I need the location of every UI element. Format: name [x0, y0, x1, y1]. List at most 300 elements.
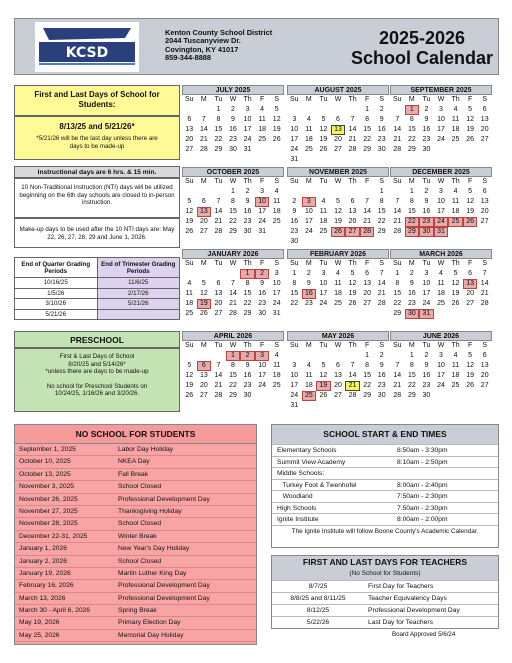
- day-cell: 2: [231, 106, 235, 113]
- weekday-label: F: [364, 178, 370, 185]
- day-cell: 23: [243, 382, 252, 389]
- day-cell: 7: [350, 116, 355, 123]
- month-name: FEBRUARY 2026: [287, 249, 389, 259]
- day-cell: 18: [304, 382, 313, 389]
- quarter-date: 1/5/26: [15, 288, 98, 299]
- weekday-label: W: [437, 260, 445, 267]
- school-time-row: [272, 456, 498, 468]
- day-cell: 11: [185, 290, 193, 297]
- day-cell: 12: [466, 362, 475, 369]
- day-cell: 24: [290, 146, 299, 153]
- day-cell: 23: [243, 218, 252, 225]
- day-cell: 18: [451, 372, 460, 379]
- day-cell: 1: [395, 270, 400, 277]
- school-name: High Schools: [277, 504, 317, 512]
- day-cell: 25: [272, 382, 281, 389]
- day-cell: 31: [290, 402, 299, 409]
- weekday-label: S: [379, 342, 385, 349]
- trimester-date: 11/6/25: [97, 278, 180, 289]
- no-school-row: [15, 494, 256, 506]
- day-cell: 30: [243, 228, 252, 235]
- day-cell: 20: [348, 218, 357, 225]
- day-cell: 16: [290, 218, 299, 225]
- day-cell: 20: [334, 136, 342, 143]
- day-cell: 17: [304, 218, 313, 225]
- day-cell: 3: [245, 106, 250, 113]
- start-end-heading: SCHOOL START & END TIMES: [272, 425, 498, 444]
- day-cell: 17: [290, 136, 299, 143]
- teacher-day-desc: Last Day for Teachers: [368, 619, 433, 626]
- day-cell: 20: [214, 300, 223, 307]
- calendar-title: School Calendar: [350, 48, 494, 68]
- day-cell: 26: [466, 136, 475, 143]
- day-cell: 15: [407, 208, 416, 215]
- day-cell: 19: [451, 290, 460, 297]
- day-cell: 24: [437, 382, 445, 389]
- month-name: DECEMBER 2025: [390, 167, 492, 177]
- day-cell: 16: [422, 372, 431, 379]
- day-cell: 10: [319, 280, 328, 287]
- empty-cell: [197, 351, 212, 361]
- day-cell: 21: [377, 290, 386, 297]
- day-cell: 17: [437, 126, 445, 133]
- no-school-reason: School Closed: [118, 520, 162, 528]
- no-school-row: [15, 481, 256, 493]
- day-cell: 22: [393, 300, 402, 307]
- day-cell: 24: [258, 382, 267, 389]
- first-last-box: [14, 116, 180, 160]
- day-cell: 15: [229, 208, 237, 215]
- day-cell: 4: [453, 188, 458, 195]
- day-cell: 29: [363, 392, 372, 399]
- empty-cell: [211, 351, 226, 361]
- no-school-heading: NO SCHOOL FOR STUDENTS: [15, 425, 256, 444]
- weekday-label: Su: [290, 342, 299, 349]
- month-calendar: [182, 85, 284, 167]
- weekday-label: W: [437, 342, 445, 349]
- weekday-label: F: [467, 342, 473, 349]
- weekday-label: Su: [185, 260, 194, 267]
- day-cell: 13: [480, 362, 489, 369]
- weekday-label: W: [437, 178, 445, 185]
- instructional-heading: Instructional days are 6 hrs. & 15 min.: [14, 166, 180, 178]
- day-cell: 18: [185, 300, 194, 307]
- day-cell: 19: [319, 136, 328, 143]
- day-cell: 12: [466, 116, 475, 123]
- day-cell: 8: [365, 116, 370, 123]
- day-cell: 30: [405, 309, 420, 319]
- weekday-label: W: [334, 96, 342, 103]
- day-cell: 2: [292, 198, 297, 205]
- weekday-label: Tu: [214, 96, 223, 103]
- day-cell: 23: [377, 136, 386, 143]
- day-cell: 14: [393, 372, 402, 379]
- weekday-label: Tu: [214, 178, 223, 185]
- day-cell: 15: [214, 126, 223, 133]
- teacher-day-row: [272, 580, 498, 592]
- preschool-line4: No school for Preschool Students on: [46, 382, 148, 390]
- weekday-label: F: [259, 260, 265, 267]
- no-school-row: [15, 556, 256, 568]
- first-last-heading: First and Last Days of School for Students:: [14, 85, 180, 116]
- day-cell: 22: [407, 136, 416, 143]
- day-cell: 15: [363, 372, 372, 379]
- day-cell: 5: [336, 198, 340, 205]
- month-calendar: [287, 167, 389, 249]
- makeup-note: Make-up days to be used after the 10 NTI days are: May 22, 26, 27, 28, 29 and June 1, 2026.: [14, 218, 180, 248]
- day-cell: 28: [360, 227, 375, 237]
- day-cell: 18: [451, 208, 460, 215]
- day-cell: 26: [331, 227, 346, 237]
- weekday-label: Su: [290, 178, 299, 185]
- day-cell: 13: [480, 198, 489, 205]
- day-cell: 24: [258, 218, 267, 225]
- weekday-label: S: [274, 342, 280, 349]
- day-cell: 31: [272, 310, 281, 317]
- weekday-label: W: [334, 260, 342, 267]
- day-cell: 29: [393, 310, 402, 317]
- day-cell: 6: [468, 270, 473, 277]
- weekday-label: Su: [185, 96, 194, 103]
- day-cell: 4: [321, 198, 326, 205]
- day-cell: 30: [377, 392, 386, 399]
- weekday-label: Th: [348, 178, 357, 185]
- day-cell: 9: [424, 116, 429, 123]
- phone: 859-344-8888: [165, 53, 212, 63]
- weekday-label: Su: [290, 260, 299, 267]
- day-cell: 20: [199, 382, 208, 389]
- empty-cell: [390, 105, 405, 115]
- day-cell: 6: [336, 362, 340, 369]
- day-cell: 11: [273, 198, 281, 205]
- day-cell: 22: [405, 217, 420, 227]
- day-cell: 15: [290, 290, 299, 297]
- day-cell: 22: [363, 136, 372, 143]
- day-cell: 2: [255, 269, 270, 279]
- day-cell: 17: [272, 290, 281, 297]
- no-school-date: October 10, 2025: [19, 458, 71, 466]
- day-cell: 10: [422, 280, 431, 287]
- day-cell: 14: [199, 126, 208, 133]
- empty-cell: [302, 187, 317, 197]
- quarter-date: 5/21/26: [15, 309, 98, 320]
- day-cell: 15: [377, 208, 386, 215]
- no-school-row: [15, 543, 256, 555]
- month-calendar: [287, 331, 389, 413]
- month-name: JUNE 2026: [390, 331, 492, 341]
- no-school-row: [15, 506, 256, 518]
- day-cell: 11: [305, 372, 313, 379]
- day-cell: 30: [290, 238, 299, 245]
- empty-cell: [197, 269, 212, 279]
- empty-cell: [302, 351, 317, 361]
- nti-note: 10 Non-Traditional Instruction (NTI) days will be utilized beginning on the 6th day schools are closed to in-person instruction.: [14, 178, 180, 218]
- day-cell: 9: [245, 198, 250, 205]
- weekday-label: F: [259, 342, 265, 349]
- day-cell: 8: [409, 362, 414, 369]
- school-hours: 8:50am - 3:30pm: [397, 447, 448, 454]
- day-cell: 22: [407, 382, 416, 389]
- day-cell: 11: [258, 116, 266, 123]
- day-cell: 13: [363, 280, 372, 287]
- weekday-label: Su: [393, 178, 402, 185]
- month-name: APRIL 2026: [182, 331, 284, 341]
- day-cell: 16: [258, 290, 267, 297]
- teachers-heading: FIRST AND LAST DAYS FOR TEACHERS: [272, 556, 498, 569]
- day-cell: 1: [365, 106, 370, 113]
- day-cell: 19: [197, 299, 212, 309]
- preschool-line3: *unless there are days to be made-up: [45, 368, 149, 375]
- teacher-day-desc: Professional Development Day: [368, 607, 460, 614]
- weekday-label: Tu: [214, 260, 223, 267]
- day-cell: 1: [409, 188, 414, 195]
- empty-cell: [390, 351, 405, 361]
- day-cell: 19: [316, 381, 331, 391]
- day-cell: 25: [334, 300, 342, 307]
- day-cell: 16: [302, 289, 317, 299]
- header-banner: [14, 18, 499, 75]
- preschool-line2: 8/20/25 and 5/14/26*: [68, 360, 126, 368]
- day-cell: 24: [437, 136, 445, 143]
- day-cell: 10: [272, 280, 281, 287]
- day-cell: 21: [480, 290, 489, 297]
- month-name: JULY 2025: [182, 85, 284, 95]
- day-cell: 29: [229, 392, 237, 399]
- day-cell: 11: [273, 362, 281, 369]
- day-cell: 21: [363, 218, 372, 225]
- empty-cell: [331, 351, 346, 361]
- weekday-label: Th: [243, 260, 252, 267]
- day-cell: 22: [290, 300, 299, 307]
- day-cell: 14: [480, 280, 489, 287]
- day-cell: 19: [334, 218, 342, 225]
- day-cell: 15: [243, 290, 252, 297]
- day-cell: 8: [379, 198, 384, 205]
- empty-cell: [197, 187, 212, 197]
- day-cell: 10: [290, 126, 299, 133]
- day-cell: 22: [377, 218, 386, 225]
- day-cell: 11: [451, 362, 460, 369]
- day-cell: 1: [216, 106, 221, 113]
- month-name: OCTOBER 2025: [182, 167, 284, 177]
- preschool-box: [14, 348, 180, 412]
- school-name: Woodland: [277, 493, 313, 500]
- day-cell: 10: [437, 116, 445, 123]
- day-cell: 18: [334, 290, 342, 297]
- day-cell: 12: [348, 280, 357, 287]
- day-cell: 26: [199, 310, 208, 317]
- day-cell: 25: [451, 382, 460, 389]
- weekday-label: Tu: [319, 96, 328, 103]
- no-school-box: [14, 424, 257, 645]
- month-calendar: [182, 249, 284, 331]
- day-cell: 16: [229, 126, 237, 133]
- empty-cell: [331, 187, 346, 197]
- day-cell: 21: [393, 382, 402, 389]
- day-cell: 22: [214, 136, 223, 143]
- empty-cell: [390, 187, 405, 197]
- no-school-reason: Professional Development Day: [118, 582, 210, 590]
- weekday-label: W: [229, 260, 237, 267]
- day-cell: 15: [407, 372, 416, 379]
- weekday-label: S: [379, 260, 385, 267]
- no-school-reason: School Closed: [118, 557, 162, 565]
- weekday-label: Tu: [319, 178, 328, 185]
- day-cell: 7: [482, 270, 487, 277]
- day-cell: 7: [379, 270, 384, 277]
- day-cell: 18: [319, 218, 328, 225]
- no-school-reason: Winter Break: [118, 532, 157, 540]
- month-name: SEPTEMBER 2025: [390, 85, 492, 95]
- day-cell: 1: [292, 270, 297, 277]
- day-cell: 13: [480, 116, 489, 123]
- day-cell: 14: [363, 208, 372, 215]
- ignite-note: The Ignite Institute will follow Boone County's Academic Calendar.: [272, 525, 498, 537]
- day-cell: 4: [187, 280, 192, 287]
- no-school-date: February 16, 2026: [19, 582, 74, 590]
- district-logo: [35, 22, 139, 72]
- day-cell: 6: [197, 361, 212, 371]
- weekday-label: M: [305, 178, 312, 185]
- trimester-date: 5/21/26: [97, 299, 180, 310]
- day-cell: 16: [377, 372, 386, 379]
- day-cell: 27: [334, 146, 342, 153]
- day-cell: 20: [480, 126, 489, 133]
- empty-cell: [226, 269, 241, 279]
- start-end-list: [272, 444, 498, 525]
- school-time-row: [272, 490, 498, 502]
- quarter-date: 10/16/25: [15, 278, 98, 289]
- month-name: AUGUST 2025: [287, 85, 389, 95]
- school-year: 2025-2026: [378, 28, 466, 48]
- day-cell: 9: [424, 362, 429, 369]
- day-cell: 29: [405, 227, 420, 237]
- school-name: Elementary Schools: [277, 447, 337, 454]
- day-cell: 28: [348, 392, 357, 399]
- street: 2044 Tuscanyview Dr.: [165, 36, 241, 46]
- day-cell: 12: [451, 280, 460, 287]
- school-time-row: [272, 479, 498, 491]
- day-cell: 9: [379, 362, 384, 369]
- month-calendar: [390, 85, 492, 167]
- day-cell: 23: [304, 300, 313, 307]
- day-cell: 23: [407, 300, 416, 307]
- school-time-row: [272, 467, 498, 479]
- no-school-reason: School Closed: [118, 483, 162, 491]
- day-cell: 20: [185, 136, 194, 143]
- day-cell: 5: [468, 188, 473, 195]
- weekday-label: Th: [451, 342, 460, 349]
- day-cell: 16: [407, 290, 416, 297]
- day-cell: 27: [199, 228, 208, 235]
- no-school-row: [15, 531, 256, 543]
- no-school-date: January 19, 2026: [19, 569, 71, 577]
- day-cell: 4: [453, 106, 458, 113]
- quarter-date: 3/10/26: [15, 299, 98, 310]
- weekday-label: W: [334, 342, 342, 349]
- no-school-date: March 13, 2026: [19, 594, 66, 602]
- day-cell: 9: [231, 116, 235, 123]
- empty-cell: [211, 187, 226, 197]
- day-cell: 26: [319, 146, 328, 153]
- day-cell: 6: [350, 198, 355, 205]
- day-cell: 11: [305, 126, 313, 133]
- weekday-label: M: [408, 178, 415, 185]
- weekday-label: F: [467, 260, 473, 267]
- weekday-label: F: [259, 96, 265, 103]
- day-cell: 4: [306, 362, 311, 369]
- day-cell: 2: [424, 352, 429, 359]
- preschool-heading: PRESCHOOL: [14, 331, 180, 348]
- day-cell: 1: [231, 188, 235, 195]
- day-cell: 24: [422, 300, 431, 307]
- empty-cell: [182, 269, 197, 279]
- weekday-label: M: [200, 342, 207, 349]
- day-cell: 26: [348, 300, 357, 307]
- day-cell: 6: [482, 188, 487, 195]
- weekday-label: Su: [393, 260, 402, 267]
- no-school-row: [15, 568, 256, 580]
- day-cell: 21: [214, 382, 223, 389]
- school-hours: 8:00am - 2:40pm: [397, 481, 448, 489]
- day-cell: 10: [243, 116, 252, 123]
- day-cell: 18: [272, 208, 281, 215]
- no-school-reason: Professional Development Day: [118, 594, 210, 602]
- school-hours: 8:00am - 2:00pm: [397, 516, 448, 523]
- weekday-label: F: [364, 260, 370, 267]
- day-cell: 17: [258, 372, 267, 379]
- day-cell: 16: [422, 208, 431, 215]
- day-cell: 29: [407, 392, 416, 399]
- no-school-reason: Fall Break: [118, 470, 149, 478]
- no-school-reason: NKEA Day: [118, 458, 150, 466]
- trimester-date: 2/17/26: [97, 288, 180, 299]
- day-cell: 23: [258, 300, 267, 307]
- day-cell: 7: [395, 116, 400, 123]
- no-school-date: March 30 - April 6, 2026: [19, 607, 90, 615]
- weekday-label: W: [229, 342, 237, 349]
- day-cell: 19: [185, 382, 194, 389]
- day-cell: 9: [379, 116, 384, 123]
- school-name: Turkey Foot & Twenhofel: [277, 481, 357, 489]
- day-cell: 10: [255, 197, 270, 207]
- day-cell: 3: [321, 270, 326, 277]
- school-hours: 8:10am - 2:50pm: [397, 458, 448, 466]
- day-cell: 28: [377, 300, 386, 307]
- day-cell: 15: [229, 372, 237, 379]
- weekday-label: Tu: [319, 260, 328, 267]
- weekday-label: Su: [290, 96, 299, 103]
- day-cell: 27: [480, 218, 489, 225]
- day-cell: 14: [393, 208, 402, 215]
- no-school-row: [15, 580, 256, 592]
- day-cell: 13: [348, 208, 357, 215]
- day-cell: 19: [466, 126, 475, 133]
- day-cell: 17: [258, 208, 267, 215]
- no-school-row: [15, 469, 256, 481]
- weekday-label: S: [379, 178, 385, 185]
- day-cell: 23: [229, 136, 237, 143]
- day-cell: 12: [185, 372, 194, 379]
- day-cell: 7: [216, 198, 221, 205]
- school-name: Middle Schools:: [277, 470, 325, 477]
- school-name: Ignite Institute: [277, 516, 319, 523]
- day-cell: 13: [199, 372, 208, 379]
- weekday-label: F: [364, 96, 370, 103]
- teacher-day-row: [272, 604, 498, 616]
- day-cell: 24: [243, 136, 252, 143]
- weekday-label: M: [305, 260, 312, 267]
